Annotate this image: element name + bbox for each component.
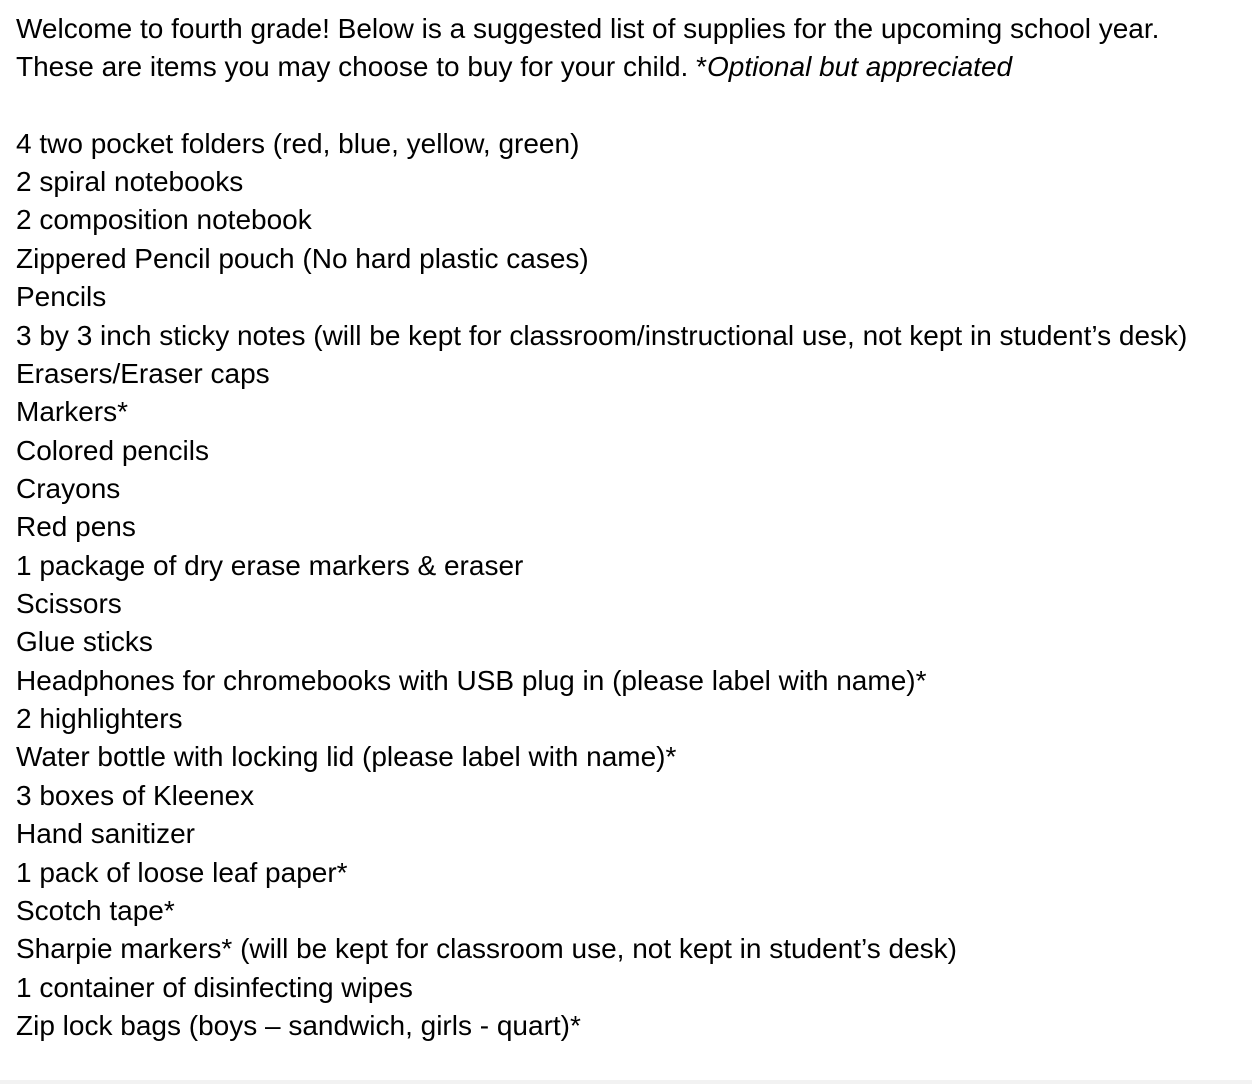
supply-item: 1 package of dry erase markers & eraser: [16, 549, 524, 581]
supply-item: Markers*: [16, 396, 129, 428]
supply-item: Colored pencils: [16, 434, 209, 466]
supply-item: 2 composition notebook: [16, 204, 312, 236]
supply-item: Headphones for chromebooks with USB plug in (please label with name)*: [16, 664, 927, 696]
supply-item: Glue sticks: [16, 626, 153, 658]
supply-item: Sharpie markers* (will be kept for classroom use, not kept in student’s desk): [16, 933, 958, 965]
supply-item: Hand sanitizer: [16, 818, 195, 850]
intro-paragraph: [16, 10, 1248, 87]
supply-item: 1 container of disinfecting wipes: [16, 971, 413, 1003]
document: [16, 10, 1248, 1045]
intro-line-optional-text: These are items you may choose to buy for your child. *: [16, 51, 707, 83]
supply-item: Pencils: [16, 281, 107, 313]
supply-item: 3 by 3 inch sticky notes (will be kept for classroom/instructional use, not kept in student’s desk): [16, 319, 1188, 351]
supply-item: Scissors: [16, 588, 122, 620]
optional-note: Optional but appreciated: [707, 51, 1013, 83]
supply-list: [16, 125, 1248, 1046]
supply-item: Erasers/Eraser caps: [16, 357, 270, 389]
supply-item: Crayons: [16, 472, 121, 504]
supply-item: Zip lock bags (boys – sandwich, girls - quart)*: [16, 1009, 581, 1041]
supply-item: Scotch tape*: [16, 894, 175, 926]
supply-item: 2 spiral notebooks: [16, 166, 244, 198]
supply-item: 1 pack of loose leaf paper*: [16, 856, 348, 888]
supply-item: Water bottle with locking lid (please label with name)*: [16, 741, 677, 773]
page-bottom-edge: [0, 1080, 1252, 1084]
supply-item: Red pens: [16, 511, 136, 543]
supply-item: Zippered Pencil pouch (No hard plastic cases): [16, 242, 589, 274]
supply-item: 4 two pocket folders (red, blue, yellow, green): [16, 127, 580, 159]
intro-line-welcome: Welcome to fourth grade! Below is a suggested list of supplies for the upcoming school year.: [16, 13, 1160, 44]
supply-item: 3 boxes of Kleenex: [16, 779, 255, 811]
intro-line-optional: [16, 48, 1248, 86]
supply-item: 2 highlighters: [16, 703, 183, 735]
